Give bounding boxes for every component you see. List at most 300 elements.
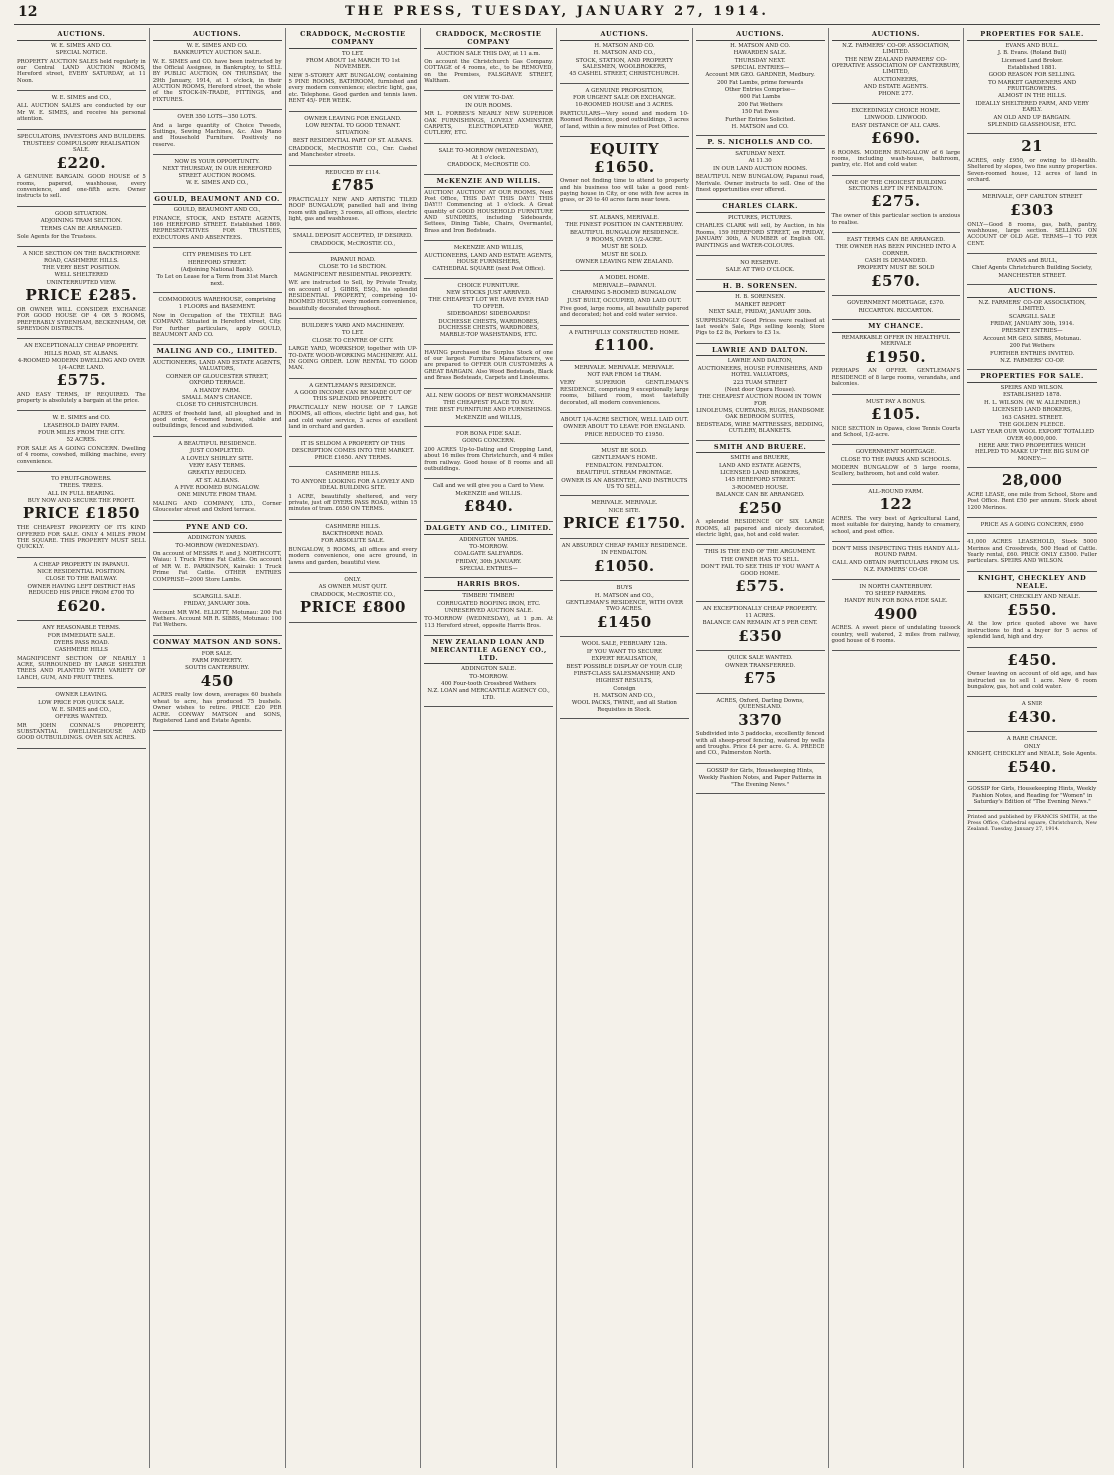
ad-line: N.Z. FARMERS' CO-OP. <box>1000 357 1065 364</box>
ad-line: GOSSIP for Girls, Housekeeping Hints, Weekly Fashion Notes, and Reading for "Women" in Saturday's Edition of "The Evening News." <box>968 786 1097 806</box>
ad-line: TO FRUIT-GROWERS. <box>51 475 112 482</box>
ad-line: EASY DISTANCE OF ALL CARS. <box>851 122 941 129</box>
ad-line: SIDEBOARDS! SIDEBOARDS! <box>447 311 531 318</box>
advertisement <box>696 280 825 344</box>
ad-line: At 11.30 <box>748 158 772 165</box>
advertisement <box>696 694 825 764</box>
ad-line: H. B. SORENSEN. <box>735 294 786 301</box>
ad-heading: CRADDOCK, McCROSTIE COMPANY <box>424 31 553 49</box>
advertisement <box>289 520 418 573</box>
ad-line: BEAUTIFUL BUNGALOW RESIDENCE. <box>569 229 679 236</box>
ad-line: THE BEST FURNITURE AND FURNISHINGS. <box>425 407 552 414</box>
ad-line: FURTHER ENTRIES INVITED. <box>989 350 1075 357</box>
ad-line: BEST RESIDENTIAL PART OF ST. ALBANS. <box>292 137 413 144</box>
ad-line: IN OUR ROOMS. <box>465 102 513 109</box>
advertisement <box>424 144 553 175</box>
advertisement <box>832 485 961 542</box>
ad-body-text: ACRE LEASE, one mile from School, Store and Post Office. Rent £50 per annum. Stock about 1200 Merinos. <box>967 491 1097 511</box>
ad-line: ABOUT 1/4-ACRE SECTION, WELL LAID OUT. <box>560 416 689 423</box>
ad-line: A GOOD INCOME CAN BE MADE OUT OF THIS SPLENDID PROPERTY. <box>294 390 412 403</box>
ad-body-text: Owner leaving on account of old age, and has instructed us to sell 1 acre. New 6 room bungalow, gas, hot and cold water. <box>967 671 1097 691</box>
ad-line: A FAITHFULLY CONSTRUCTED HOME. <box>569 329 680 336</box>
advertisement <box>696 441 825 546</box>
ad-line: Weekly Fashion Notes, and Paper Patterns in "The Evening News." <box>698 775 822 788</box>
ad-line: 4-ROOMED MODERN DWELLING AND OVER 1/4-ACRE LAND. <box>17 358 145 371</box>
ad-line: IN NORTH CANTERBURY. <box>859 583 933 590</box>
ad-line: CASHMERE HILLS. <box>325 523 381 530</box>
ad-body-text: OR OWNER WILL CONSIDER EXCHANGE FOR GOOD HOUSE OF 4 OR 5 ROOMS, PREFERABLY SYDENHAM, BECKENHAM, OR SPREYDON DISTRICTS. <box>17 306 146 333</box>
ad-line: GOOD SITUATION. <box>54 210 108 217</box>
ad-line: MERIVALE—PAPANUI. <box>592 282 656 289</box>
ad-line: Chief Agents Christchurch Building Society, <box>972 265 1093 272</box>
advertisement <box>967 782 1097 811</box>
advertisement <box>696 28 825 136</box>
column-1 <box>14 28 150 1468</box>
advertisement <box>289 573 418 623</box>
ad-heading: PROPERTIES FOR SALE. <box>967 373 1097 383</box>
ad-line: JUST COMPLETED. <box>189 448 245 455</box>
advertisement <box>17 411 146 472</box>
ad-body-text: SURPRISINGLY Good Prices were realised at last week's Sale, Pigs selling keenly, Store Pigs to £2 8s, Porkers to £3 1s. <box>695 317 825 337</box>
advertisement <box>153 293 282 345</box>
ad-line: BEST POSSIBLE DISPLAY OF YOUR CLIP, <box>566 663 683 670</box>
ad-line: SCARGILL SALE. <box>193 593 242 600</box>
ad-line: FIRST-CLASS SALESMANSHIP, AND <box>573 670 676 677</box>
ad-price: £620. <box>56 596 107 615</box>
ad-line: OWNER ABOUT TO LEAVE FOR ENGLAND. <box>563 424 686 431</box>
ad-line: NOW IS YOUR OPPORTUNITY. <box>174 159 260 166</box>
advertisement <box>560 637 689 719</box>
ad-line: A MODEL HOME. <box>599 275 650 282</box>
ad-line: A GENTLEMAN'S RESIDENCE. <box>309 382 397 389</box>
advertisement <box>17 28 146 91</box>
ad-line: W. E. SIMES and CO., <box>51 95 112 102</box>
ad-line: CLOSE TO CHRISTCHURCH. <box>176 402 258 409</box>
ad-line: CRADDOCK, McCROSTIE CO., <box>310 591 396 598</box>
advertisement <box>696 651 825 693</box>
ad-line: 11 ACRES. <box>745 612 776 619</box>
ad-line: ADJOINING TRAM SECTION. <box>40 218 123 225</box>
advertisement <box>696 545 825 601</box>
ad-heading: AUCTIONS. <box>560 31 689 41</box>
advertisement <box>153 28 282 110</box>
ad-line: HERE ARE TWO PROPERTIES WHICH HELPED TO MAKE UP THE BIG SUM OF MONEY:— <box>975 443 1090 462</box>
ad-body-text: Subdivided into 3 paddocks, excellently fenced with all sheep-proof fencing, watered by wells and troughs. Price £4 per acre. G. A. PREECE and CO., Palmerston North. <box>695 731 825 757</box>
ad-heading: AUCTIONS. <box>967 288 1097 298</box>
ad-line: ALL-ROUND FARM. <box>868 488 924 495</box>
advertisement <box>696 256 825 280</box>
ad-line: ADDINGTON YARDS. <box>187 535 247 542</box>
ad-line: QUICK SALE WANTED. <box>727 655 793 662</box>
ad-line: Account MR GEO. SIBBS, Motunau. <box>983 335 1082 342</box>
ad-price: £1450 <box>597 612 652 631</box>
ad-line: N.Z. FARMERS' CO-OP. ASSOCIATION, LIMITED. <box>842 42 950 56</box>
ad-line: MUST BE SOLD. <box>601 251 648 258</box>
ad-line: PRICE AS A GOING CONCERN, £950 <box>980 521 1084 528</box>
advertisement <box>967 697 1097 732</box>
ad-body-text: PROPERTY AUCTION SALES held regularly in our Central LAND AUCTION ROOMS, Hereford street, EVERY SATURDAY, at 11 Noon. <box>17 58 146 84</box>
ad-line: SATURDAY NEXT. <box>735 151 785 158</box>
ad-line: FARM PROPERTY. <box>191 657 243 664</box>
column-6 <box>693 28 829 1468</box>
ad-line: MUST BE SOLD. <box>601 448 648 455</box>
advertisement <box>560 84 689 137</box>
ad-body-text: CHARLES CLARK will sell, by Auction, in his Rooms, 159 HEREFORD STREET, on FRIDAY, JANUARY 30th, A NUMBER of English OIL PAINTINGS and WATER-COLOURS. <box>695 223 825 249</box>
ad-line: PAPANUI ROAD. <box>330 257 376 264</box>
ad-line: A BEAUTIFUL RESIDENCE. <box>178 440 257 447</box>
ad-line: MANCHESTER STREET. <box>998 272 1066 279</box>
advertisement <box>832 176 961 233</box>
ad-line: TIMBER! TIMBER! <box>462 593 515 600</box>
ad-line: TO ANYONE LOOKING FOR A LOVELY AND IDEAL BUILDING SITE. <box>291 478 415 492</box>
imprint: Printed and published by FRANCIS SMITH, at the Press Office, Cathedral square, Christchurch, New Zealand. Tuesday, January 27, 1914. <box>967 814 1097 833</box>
ad-line: THE OWNER HAS TO SELL. <box>720 556 800 563</box>
ad-line: AN EXCEPTIONALLY CHEAP PROPERTY. <box>702 605 818 612</box>
ad-body-text: And a large quantity of Choice Tweeds, Suitings, Sewing Machines, &c. Also Piano and Household Furniture. Positively no reserve. <box>152 122 282 148</box>
ad-body-text: MODERN BUNGALOW of 5 large rooms, Scullery, bathroom, hot and cold water. <box>831 465 961 478</box>
ad-line: 9 ROOMS, OVER 1/2-ACRE. <box>586 236 663 243</box>
ad-line: 163 CASHEL STREET. <box>1001 414 1063 421</box>
ad-line: GOSSIP for Girls, Housekeeping Hints, <box>706 767 814 774</box>
advertisement <box>560 326 689 361</box>
ad-line: 200 Fat Lambs, prime forwards <box>717 79 804 86</box>
advertisement <box>289 379 418 438</box>
advertisement <box>560 211 689 272</box>
advertisement <box>560 444 689 496</box>
ad-body-text: MR L. FORBES'S NEARLY NEW SUPERIOR OAK FURNISHINGS, LOVELY AXMINSTER CARPETS, ELECTROPLATED WARE, CUTLERY, ETC. <box>424 111 553 137</box>
ad-line: LOW RENTAL TO GOOD TENANT. <box>305 122 401 129</box>
ad-line: BACKTHORNE ROAD. <box>322 531 384 538</box>
advertisement <box>832 296 961 320</box>
advertisement <box>424 91 553 143</box>
ad-heading: KNIGHT, CHECKLEY AND NEALE. <box>967 575 1097 593</box>
ad-body-text: ACRES. The very best of Agricultural Land, most suitable for dairying, handy to creamery, school, and post office. <box>831 515 961 535</box>
ad-line: BUILDER'S YARD AND MACHINERY. <box>301 323 405 330</box>
ad-line: FOR ABSOLUTE SALE. <box>320 538 385 545</box>
advertisement <box>153 521 282 590</box>
ad-line: SITUATION: <box>335 130 370 137</box>
advertisement <box>153 155 282 193</box>
ad-price: £430. <box>1007 707 1057 726</box>
advertisement <box>560 137 689 211</box>
ad-line: GOULD, BEAUMONT AND CO., <box>173 207 261 214</box>
ad-line: CASHMERE HILLS. <box>325 471 381 478</box>
ad-heading: CRADDOCK, McCROSTIE COMPANY <box>289 31 418 49</box>
ad-line: W. E. SIMES and CO., <box>51 706 112 713</box>
ad-body-text: HAVING purchased the Surplus Stock of one of our largest Furniture Manufacturers, we are prepared to OFFER OUR CUSTOMERS A GREAT BARGAIN. Also Wood Bedsteads, Black and Brass Bedsteads, Carpets and Linoleums. <box>424 349 553 382</box>
ad-price: 122 <box>879 495 913 514</box>
advertisement <box>424 636 553 707</box>
ad-line: LAWRIE AND DALTON, <box>727 358 793 365</box>
advertisement <box>17 558 146 622</box>
ad-line: W. E. SIMES AND CO. <box>186 42 248 49</box>
advertisement <box>967 285 1097 370</box>
ad-body-text: AUCTION! AUCTION! AT OUR ROOMS, Next Post Office, THIS DAY! THIS DAY!! THIS DAY!!! Commencing at 1 o'clock. A Great quantity of GOOD HOUSEHOLD FURNITURE AND SUNDRIES, including Sideboards, Settees, Dining Table, Chairs, Overmantel, Brass and Iron Bedsteads. <box>424 189 553 234</box>
ad-line: CASHMERE HILLS <box>54 647 108 654</box>
ad-line: Other Entries Comprise— <box>724 87 796 94</box>
ad-body-text: 200 ACRES Up-to-Dating and Cropping Land, about 16 miles from Christchurch, and 4 miles from railway. Good house of 8 rooms and all outbuildings. <box>424 446 553 472</box>
ad-body-text: BEAUTIFUL NEW BUNGALOW, Papanui road, Merivale. Owner instructs to sell. One of the finest opportunities ever offered. <box>695 174 825 193</box>
ad-body-text: PRACTICALLY NEW AND ARTISTIC TILED ROOF BUNGALOW, panelled hall and living room with gallery, 3 rooms, all offices, electric light, gas and washhouse. <box>288 196 418 222</box>
ad-line: Further Entries Solicited. <box>725 116 796 123</box>
ad-line: UNRESERVED AUCTION SALE. <box>444 607 533 614</box>
ad-body-text: NEW 5-STOREY ART BUNGALOW, containing 5 PINE ROOMS, BATHROOM, furnished and every modern convenience; electric light, gas, etc. Telephone. Good garden and tennis lawn. RENT 45/- PER WEEK. <box>288 72 418 105</box>
ad-heading: AUCTIONS. <box>696 31 825 41</box>
ad-line: GOVERNMENT MORTGAGE. <box>855 449 937 456</box>
ad-line: KNIGHT, CHECKLEY and NEALE, Sole Agents. <box>967 751 1097 758</box>
ad-body-text: ALL AUCTION SALES are conducted by our Mr W. E. SIMES, and receive his personal attention. <box>17 103 146 123</box>
ad-price: £540. <box>1007 757 1057 776</box>
ad-line: WOOL PACKS, TWINE, and all Station Requisites in Stock. <box>571 700 677 713</box>
ad-line: FROM ABOUT 1st MARCH TO 1st NOVEMBER. <box>305 57 400 71</box>
advertisement <box>289 253 418 319</box>
ad-line: GENTLEMAN'S RESIDENCE, WITH OVER TWO ACRES. <box>565 599 683 613</box>
column-8 <box>964 28 1100 1468</box>
ad-price: £75 <box>743 669 777 688</box>
ad-line: CASH IS DEMANDED. <box>864 258 927 265</box>
ad-body-text: FINANCE, STOCK, AND ESTATE AGENTS, 166 HEREFORD STREET. Established 1869. REPRESENTATIVES FOR TRUSTEES, EXECUTORS AND ABSENTEES. <box>152 215 282 241</box>
ad-line: GOVERNMENT MORTGAGE, £370. <box>847 300 945 307</box>
ad-line: 400 Four-tooth Crossbred Wethers <box>441 681 537 688</box>
ad-line: A CHEAP PROPERTY IN PAPANUI. <box>33 561 130 568</box>
advertisement <box>153 345 282 437</box>
ad-line: BEAUTIFUL STREAM FRONTAGE. <box>576 470 673 477</box>
ad-heading: SMITH AND BRUERE. <box>696 444 825 454</box>
ad-line: EVANS AND BULL. <box>1005 42 1059 49</box>
ad-body-text: ONLY—Good 8 rooms, gas, bath, pantry, washhouse, large section. SELLING ON ACCOUNT OF OLD AGE. TERMS—1 TO PER CENT. <box>967 221 1097 247</box>
advertisement <box>424 241 553 279</box>
advertisement <box>967 572 1097 648</box>
ad-line: N.Z. FARMERS' CO-OP. ASSOCIATION, LIMITED. <box>978 299 1086 313</box>
ad-line: MAGNIFICENT RESIDENTIAL PROPERTY. <box>293 271 412 278</box>
ad-body-text: MR JOHN CONNAL'S PROPERTY, SUBSTANTIAL DWELLINGHOUSE AND GOOD OUTBUILDINGS. OVER SIX ACRES. <box>17 722 146 742</box>
ad-line: Account MR GEO. GARDNER, Medbury. <box>705 72 815 79</box>
ad-line: CLOSE TO THE PARKS AND SCHOOLS. <box>840 456 952 463</box>
ad-price: PRICE £285. <box>25 286 138 305</box>
ad-line: IN OUR LAND AUCTION ROOMS. <box>712 165 808 172</box>
ad-line: NEW STOCKS JUST ARRIVED. <box>446 290 531 297</box>
advertisement <box>153 193 282 249</box>
ad-line: TO MARKET GARDENERS AND FRUITGROWERS. <box>988 79 1077 93</box>
ad-line: ONLY. <box>344 576 362 583</box>
ad-price: £690. <box>871 128 921 147</box>
ad-price: 28,000 <box>1001 471 1063 490</box>
ad-line: FOR URGENT SALE OR EXCHANGE. <box>572 95 676 102</box>
ad-line: H. MATSON AND CO., <box>593 50 656 57</box>
ad-price: £220. <box>56 153 107 172</box>
ad-heading: DALGETY AND CO., LIMITED. <box>424 525 553 535</box>
ad-price: £575. <box>735 576 785 595</box>
ad-line: BALANCE CAN REMAIN AT 5 PER CENT. <box>702 620 818 627</box>
ad-body-text: W. E. SIMES and CO. have been instructed by the Official Assignee, in Bankruptcy, to SELL BY PUBLIC AUCTION, ON THURSDAY, the 29th January, 1914, at 1 o'clock, in their AUCTION ROOMS, Hereford street, the whole of the STOCK-IN-TRADE, FITTINGS, and FIXTURES. <box>152 58 282 103</box>
advertisement <box>560 496 689 538</box>
masthead <box>14 2 1100 25</box>
advertisement <box>424 479 553 521</box>
ad-line: IN FENDALTON. <box>601 550 648 557</box>
ad-line: GOOD REASON FOR SELLING. <box>988 72 1076 79</box>
advertisement <box>560 271 689 325</box>
ad-line: (Next door Opera House). <box>724 386 796 393</box>
ad-line: A HANDY FARM. <box>193 387 241 394</box>
ad-line: STOCK, STATION, AND PROPERTY SALESMEN, WOOLBROKERS, <box>575 57 673 70</box>
advertisement <box>832 320 961 394</box>
ad-line: HIGHEST RESULTS, <box>595 678 653 685</box>
ad-line: DYERS PASS ROAD. <box>53 639 110 646</box>
ad-line: OWNER TRANSFERRED. <box>725 662 796 669</box>
advertisement <box>424 279 553 345</box>
ad-body-text: TO-MORROW (WEDNESDAY), at 1 p.m. At 113 Hereford street, opposite Harris Bros. <box>424 616 553 629</box>
ad-line: Call and we will give you a Card to View. <box>432 483 545 490</box>
ad-line: LEASEHOLD DAIRY FARM. <box>43 422 120 429</box>
ad-line: SMALL DEPOSIT ACCEPTED, IF DESIRED. <box>293 233 413 240</box>
advertisement <box>289 467 418 519</box>
ad-price: £840. <box>463 497 514 516</box>
ad-line: At 1 o'clock. <box>471 155 506 162</box>
ad-body-text: Account MR WM. ELLIOTT, Motunau: 200 Fat Wethers. Account MR R. SIBBS, Motunau: 100 Fat Wethers. <box>152 609 282 629</box>
ad-heading: AUCTIONS. <box>17 31 146 41</box>
ad-line: KNIGHT, CHECKLEY AND NEALE. <box>984 594 1081 601</box>
ad-line: EAST TERMS CAN BE ARRANGED. <box>846 236 945 243</box>
ad-line: OFFERS WANTED. <box>55 714 108 721</box>
ad-price: PRICE £1750. <box>562 514 686 533</box>
ad-body-text: BUNGALOW, 5 ROOMS, all offices and every modern convenience, one acre ground, in lawns and garden, beautiful view. <box>288 546 418 566</box>
ad-line: FRIDAY, JANUARY 30th, 1914. <box>990 321 1075 328</box>
ad-line: FOR SALE. <box>201 650 233 657</box>
ad-heading: GOULD, BEAUMONT AND CO. <box>153 196 282 206</box>
ad-heading: CONWAY MATSON AND SONS. <box>153 639 282 649</box>
ad-price: £1950. <box>865 347 927 366</box>
ad-body-text: Owner not finding time to attend to property and his business too will take a good rent-paying house in City, or one with few acres in grass, or 20 to 40 acres farm near town. <box>560 178 689 204</box>
ad-price: £570. <box>871 271 921 290</box>
ad-line: GREATLY REDUCED. <box>187 470 247 477</box>
ad-body-text: Now in Occupation of the TEXTILE BAG COMPANY. Situated in Hereford street, City. For further particulars, apply GOULD, BEAUMONT AND CO. <box>152 312 282 338</box>
ad-price: 450 <box>200 671 234 690</box>
ad-price: £450. <box>1007 650 1057 669</box>
ad-line: THE FINEST POSITION IN CANTERBURY. <box>565 222 684 229</box>
ad-body-text: CRADDOCK, McCROSTIE CO., Cnr. Cashel and Manchester streets. <box>288 146 418 159</box>
advertisement <box>17 130 146 207</box>
ad-line: 200 Fat Wethers <box>737 101 783 108</box>
ad-line: CRADDOCK, McCROSTIE CO., <box>310 240 396 247</box>
advertisement <box>289 166 418 230</box>
ad-line: COMMODIOUS WAREHOUSE, comprising <box>158 297 276 304</box>
ad-price: PRICE £1850 <box>22 504 140 523</box>
column-4 <box>421 28 557 1468</box>
ad-body-text: On account of MESSRS F. and J. NORTHCOTT, Waiau: 1 Truck Prime Fat Cattle. On account of MR W. E. PARKINSON, Kairaki: 1 Truck Prime Fat Cattle. OTHER ENTRIES COMPRISE—2000 Store Lambs. <box>152 551 282 583</box>
ad-line: DON'T FAIL TO SEE THIS IF YOU WANT A GOOD HOME. <box>700 564 820 577</box>
ad-price: £1050. <box>594 556 655 575</box>
ad-body-text: 41,000 ACRES LEASEHOLD, Stock 5000 Merinos and Crossbreds, 500 Head of Cattle. Yearly rental, £60. PRICE ONLY £3500. Fuller particulars. SPEIRS AND WILSON. <box>967 539 1097 565</box>
ad-line: OWNER LEAVING FOR ENGLAND. <box>304 115 402 122</box>
ad-heading: AUCTIONS. <box>832 31 961 41</box>
ad-heading: PYNE AND CO. <box>153 524 282 534</box>
ad-line: IT IS SELDOM A PROPERTY OF THIS DESCRIPTION COMES INTO THE MARKET. <box>291 441 415 454</box>
ad-line: H. MATSON and CO., <box>594 592 654 599</box>
ad-price: £105. <box>871 404 921 423</box>
ad-line: LAST YEAR OUR WOOL EXPORT TOTALLED OVER 40,000,000. <box>970 429 1094 442</box>
ad-line: H. MATSON AND CO. <box>594 42 655 49</box>
ad-line: FRIDAY, JANUARY 30th. <box>183 601 251 608</box>
ad-line: A GENUINE PROPOSITION, <box>585 87 664 94</box>
ad-price: £785 <box>331 176 375 195</box>
ad-line: ONE OF THE CHOICEST BUILDING SECTIONS LEFT IN FENDALTON. <box>845 179 947 193</box>
ad-line: OWNER HAVING LEFT DISTRICT HAS REDUCED HIS PRICE FROM £700 TO <box>27 583 136 597</box>
ad-line: CLOSE TO CENTRE OF CITY. <box>312 337 394 344</box>
advertisement <box>424 28 553 91</box>
ad-line: N.Z. LOAN and MERCANTILE AGENCY CO., LTD. <box>427 688 550 701</box>
ad-line: W. E. SIMES AND CO., <box>185 180 249 187</box>
advertisement <box>696 136 825 200</box>
ad-line: FOR IMMEDIATE SALE. <box>47 632 115 639</box>
ad-line: J. B. Evans. (Roland Bull) <box>997 50 1067 57</box>
ad-line: NEXT SALE, FRIDAY, JANUARY 30th. <box>708 309 812 316</box>
ad-line: ESTABLISHED 1878. <box>1002 392 1062 399</box>
ad-line: Licensed Land Broker. <box>1001 57 1063 64</box>
ad-line: 52 ACRES. <box>66 437 97 444</box>
ad-line: LAND AND ESTATE AGENTS, <box>718 462 802 469</box>
ad-price: 3370 <box>738 710 782 729</box>
ad-line: JUST BUILT, OCCUPIED, AND LAID OUT. <box>567 297 682 304</box>
ad-body-text: Five good, large rooms, all beautifully papered and decorated; hot and cold water service. <box>560 305 689 319</box>
ad-line: NICE SITE. <box>608 507 641 514</box>
advertisement <box>967 468 1097 518</box>
ad-line: CATHEDRAL SQUARE (next Post Office). <box>432 266 545 273</box>
ad-line: BALANCE CAN BE ARRANGED. <box>715 492 805 499</box>
advertisement <box>289 437 418 467</box>
advertisement <box>696 200 825 256</box>
ad-line: McKENZIE and WILLIS. <box>455 490 522 497</box>
advertisement <box>424 389 553 428</box>
advertisement <box>289 319 418 379</box>
ad-line: NEXT THURSDAY, IN OUR HEREFORD STREET AUCTION ROOMS. <box>162 166 272 179</box>
ad-line: PICTURES, PICTURES. <box>728 215 793 222</box>
ad-body-text: AND EASY TERMS, IF REQUIRED. The property is absolutely a bargain at the price. <box>17 391 146 404</box>
ad-line: ADDINGTON YARDS. <box>459 536 518 543</box>
ad-line: 600 Fat Lambs <box>739 94 781 101</box>
ad-line: PRICE £1650. ANY TERMS. <box>314 455 392 462</box>
ad-price: PRICE £800 <box>299 598 406 617</box>
ad-price: £350 <box>738 626 782 645</box>
ad-line: OVER 350 LOTS—350 LOTS. <box>177 114 257 121</box>
ad-line: N.Z. FARMERS' CO-OP. <box>863 567 928 574</box>
ad-line: HAWARDEN SALE. <box>733 50 787 57</box>
advertisement <box>153 590 282 636</box>
ad-line: TO-MORROW (WEDNESDAY). <box>175 542 259 549</box>
ad-line: 200 Fat Wethers <box>1009 343 1055 350</box>
ad-body-text: On account the Christchurch Gas Company. COTTAGE of 4 rooms, etc., to be REMOVED, on the Premises, FALSGRAVE STREET, Waltham. <box>424 58 553 85</box>
ad-line: REDUCED BY £114. <box>325 169 381 176</box>
ad-heading: PROPERTIES FOR SALE. <box>967 31 1097 41</box>
ad-line: BUY NOW AND SECURE THE PROFIT. <box>27 498 135 505</box>
ad-line: MARKET REPORT <box>734 301 786 308</box>
ad-line: SALE AT TWO O'CLOCK. <box>725 267 795 274</box>
ad-line: EVANS and BULL, <box>1006 258 1058 265</box>
ad-price: £250 <box>738 498 782 517</box>
ad-line: COALGATE SALEYARDS. <box>454 551 524 558</box>
ad-body-text: ACRES, only £950, or owing to ill-health. Sheltered by slopes, two fine sunny properties. Seven-roomed house, 12 acres of land in orchard. <box>967 157 1097 184</box>
ad-line: BEDSTEADS, WIRE MATTRESSES, BEDDING, CUTLERY, BLANKETS. <box>696 421 824 435</box>
advertisement <box>424 522 553 579</box>
ad-line: IF YOU WANT TO SECURE <box>586 648 662 655</box>
advertisement <box>832 104 961 176</box>
ad-line: SOUTH CANTERBURY. <box>185 665 250 672</box>
ad-line: SMALL MAN'S CHANCE. <box>182 394 253 401</box>
ad-line: VERY EASY TERMS. <box>189 462 246 469</box>
ad-line: UNINTERRUPTED VIEW. <box>46 279 117 286</box>
ad-line: PRESENT ENTRIES— <box>1001 328 1063 335</box>
ad-body-text: 6 ROOMS. MODERN BUNGALOW of 6 large rooms, including wash-house, bathroom, pantry, etc. Hot and cold water. <box>831 149 961 169</box>
ad-line: NO RESERVE. <box>740 259 781 266</box>
